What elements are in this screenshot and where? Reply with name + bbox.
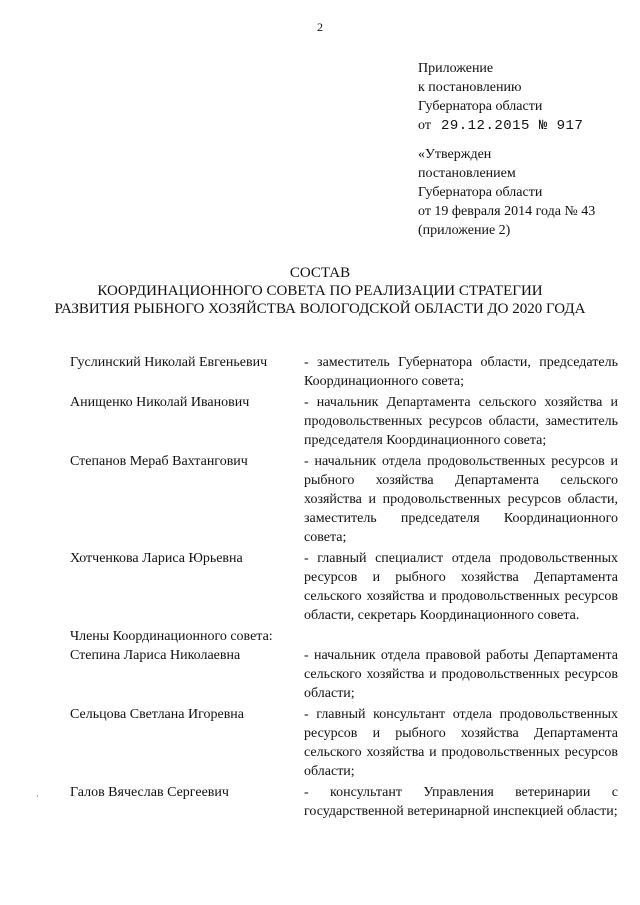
member-role: - главный консультант отдела продовольственных ресурсов и рыбного хозяйства Департамента сельского хозяйства и продовольственных ресурсов области; — [304, 707, 618, 779]
title-line: РАЗВИТИЯ РЫБНОГО ХОЗЯЙСТВА ВОЛОГОДСКОЙ ОБЛАСТИ ДО 2020 ГОДА — [54, 301, 586, 317]
appendix-line: Приложение — [418, 61, 494, 76]
members-section-label: Члены Координационного совета: — [70, 629, 273, 644]
member-row — [70, 452, 618, 547]
appendix-date-line — [418, 116, 583, 136]
member-role: - заместитель Губернатора области, председатель Координационного совета; — [304, 355, 618, 389]
member-role: - консультант Управления ветеринарии с государственной ветеринарной инспекцией области; — [304, 785, 618, 819]
member-row — [70, 646, 618, 703]
member-name: Степина Лариса Николаевна — [70, 648, 241, 663]
title-line: КООРДИНАЦИОННОГО СОВЕТА ПО РЕАЛИЗАЦИИ СТРАТЕГИИ — [97, 283, 543, 299]
member-row — [70, 549, 618, 625]
appendix-block — [418, 59, 583, 136]
approved-block — [418, 145, 595, 240]
title-line: СОСТАВ — [289, 265, 351, 281]
member-name: Хотченкова Лариса Юрьевна — [70, 551, 243, 566]
appendix-line: Губернатора области — [418, 99, 543, 114]
member-role: - главный специалист отдела продовольственных ресурсов и рыбного хозяйства Департамента сельского хозяйства и продовольственных ресурсов области, секретарь Координационного совета. — [304, 551, 618, 623]
member-row — [70, 783, 618, 821]
council-members — [70, 353, 618, 823]
member-role: - начальник отдела продовольственных ресурсов и рыбного хозяйства Департамента сельского хозяйства и продовольственных ресурсов области, заместитель председателя Координационного совета; — [304, 454, 618, 545]
member-name: Степанов Мераб Вахтангович — [70, 454, 248, 469]
margin-mark: · — [36, 791, 39, 801]
appendix-line: к постановлению — [418, 80, 522, 95]
member-name: Гуслинский Николай Евгеньевич — [70, 355, 268, 370]
member-name: Анищенко Николай Иванович — [70, 395, 250, 410]
member-row — [70, 393, 618, 450]
page-number: 2 — [317, 20, 323, 34]
member-row — [70, 705, 618, 781]
approved-line: от 19 февраля 2014 года № 43 — [418, 204, 596, 219]
member-name: Галов Вячеслав Сергеевич — [70, 785, 229, 800]
document-title — [0, 264, 640, 318]
date-stamp: 29.12.2015 № 917 — [440, 118, 584, 134]
date-prefix: от — [418, 118, 431, 133]
member-row — [70, 353, 618, 391]
member-role: - начальник отдела правовой работы Департамента сельского хозяйства и продовольственных ресурсов области; — [304, 648, 618, 701]
member-role: - начальник Департамента сельского хозяйства и продовольственных ресурсов области, заместитель председателя Координационного совета; — [304, 395, 618, 448]
member-name: Сельцова Светлана Игоревна — [70, 707, 245, 722]
approved-line: постановлением — [418, 166, 516, 181]
approved-line: «Утвержден — [418, 147, 492, 162]
approved-line: Губернатора области — [418, 185, 543, 200]
approved-line: (приложение 2) — [418, 223, 511, 238]
